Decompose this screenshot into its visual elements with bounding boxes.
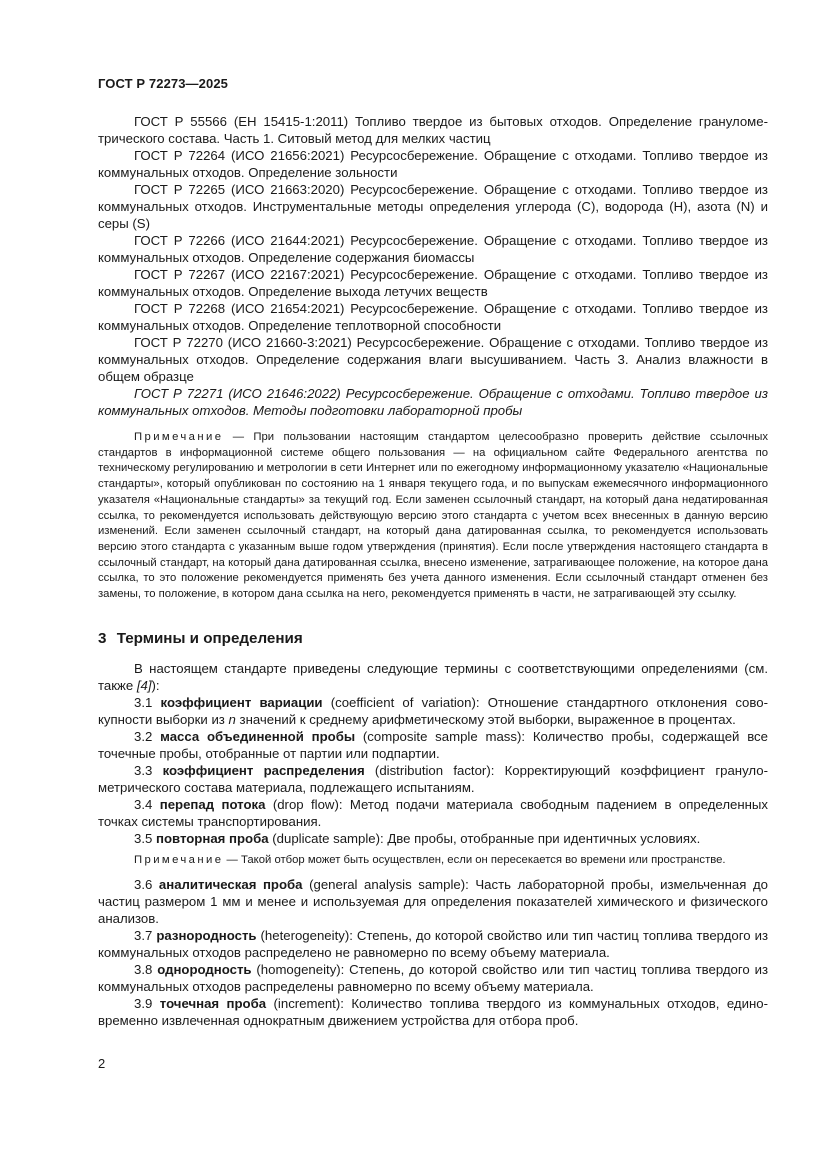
document-id: ГОСТ Р 72273—2025 <box>98 76 228 91</box>
term-note <box>98 853 768 869</box>
reference-item: ГОСТ Р 72266 (ИСО 21644:2021) Ресурсосбережение. Обращение с отходами. Топливо твердое из коммунальных отходов. Определение содержания биомассы <box>98 233 768 265</box>
term-item: 3.2 масса объединенной пробы (composite sample mass): Количество пробы, содержащей все точечные пробы, отобранные от партии или подпартии. <box>98 728 768 761</box>
references-list <box>98 113 768 419</box>
terms-list <box>98 694 768 847</box>
term-item: 3.9 точечная проба (increment): Количество топлива твердого из коммунальных отходов, единовременно извлеченная однократным движением устройства для отбора проб. <box>98 996 768 1029</box>
term-item: 3.7 разнородность (heterogeneity): Степень, до которой свойство или тип частиц топлива твердого из коммунальных отходов распределено не равномерно по всему объему материала. <box>98 928 768 961</box>
term-name: повторная проба <box>156 830 269 846</box>
term-name: масса объединенной пробы <box>160 728 356 744</box>
note-text: — При пользовании настоящим стандартом целесообразно проверить действие ссылочных стандартов в информационной системе общего пользования — на официальном сайте Федерального агентства по техническому регулированию и метрологии в сети Интернет или по ежегодному информационному указателю «Национальные стандарты», который опубликован по состоянию на 1 января текущего года, и по выпускам ежемесячного информационного указателя «Национальные стандарты» за текущий год. Если заменен ссылочный стандарт, на который дана недатированная ссылка, то рекомендуется использовать действующую версию этого стандарта с учетом всех внесенных в данную версию изменений. Если заменен ссылочный стандарт, на который дана датированная ссылка, то рекомендуется использовать версию этого стандарта с указанным выше годом утверждения (принятия). Если после утверждения настоящего стандарта в ссылочный стандарт, на который дана датированная ссылка, внесено изменение, затрагивающее положение, на которое дана ссылка, то это положение рекомендуется применять без учета данного изменения. Если ссылочный стандарт отменен без замены, то положение, в котором дана ссылка на него, рекомендуется применять в части, не затрагивающей эту ссылку. <box>98 431 769 601</box>
term-name: перепад потока <box>159 796 266 812</box>
note-label: Примечание <box>134 431 224 443</box>
note-text: — Такой отбор может быть осуществлен, если он пересекается во времени или пространстве. <box>226 853 726 866</box>
term-name: коэффициент распределения <box>162 762 365 778</box>
term-name: разнородность <box>156 928 257 944</box>
reference-item: ГОСТ Р 72268 (ИСО 21654:2021) Ресурсосбережение. Обращение с отходами. Топливо твердое из коммунальных отходов. Определение теплотворной способности <box>98 301 768 333</box>
term-item: 3.6 аналитическая проба (general analysis sample): Часть лабораторной пробы, измельченная до частиц размером 1 мм и менее и используемая для определения показателей химического и физического анализов. <box>98 877 768 927</box>
page-body <box>98 113 768 1029</box>
term-item: 3.1 коэффициент вариации (coefficient of variation): Отношение стандартного отклонения совокупности выборки из n значений к среднему арифметическому этой выборки, выраженное в процентах. <box>98 694 768 727</box>
term-item: 3.5 повторная проба (duplicate sample): Две пробы, отобранные при идентичных условиях. <box>134 830 701 846</box>
section-heading <box>98 630 768 648</box>
term-name: аналитическая проба <box>158 877 303 893</box>
reference-item: ГОСТ Р 55566 (ЕН 15415-1:2011) Топливо твердое из бытовых отходов. Определение гранулометрического состава. Часть 1. Ситовый метод для мелких частиц <box>98 114 768 146</box>
term-item: 3.3 коэффициент распределения (distribution factor): Корректирующий коэффициент гранулометрического состава материала, подлежащего испытаниям. <box>98 762 768 795</box>
reference-item: ГОСТ Р 72265 (ИСО 21663:2020) Ресурсосбережение. Обращение с отходами. Топливо твердое из коммунальных отходов. Инструментальные методы определения углерода (С), водорода (Н), азота (N) и серы (S) <box>98 182 768 231</box>
term-item: 3.8 однородность (homogeneity): Степень, до которой свойство или тип частиц топлива твердого из коммунальных отходов распределены равномерно по всему объему материала. <box>98 962 768 995</box>
reference-item: ГОСТ Р 72267 (ИСО 22167:2021) Ресурсосбережение. Обращение с отходами. Топливо твердое из коммунальных отходов. Определение выхода летучих веществ <box>98 267 768 299</box>
term-name: однородность <box>157 962 252 978</box>
section-intro: В настоящем стандарте приведены следующие термины с соответствующими определениями (см. также [4]): <box>98 660 768 693</box>
section-number: 3 <box>98 629 107 647</box>
terms-list-2 <box>98 876 768 1029</box>
reference-note <box>98 430 768 603</box>
reference-item: ГОСТ Р 72264 (ИСО 21656:2021) Ресурсосбережение. Обращение с отходами. Топливо твердое из коммунальных отходов. Определение зольности <box>98 148 768 180</box>
term-item: 3.4 перепад потока (drop flow): Метод подачи материала свободным падением в определенных точках системы транспортирования. <box>98 796 768 829</box>
reference-item: ГОСТ Р 72270 (ИСО 21660-3:2021) Ресурсосбережение. Обращение с отходами. Топливо твердое из коммунальных отходов. Определение содержания влаги высушиванием. Часть 3. Анализ влажности в общем образце <box>98 335 768 384</box>
section-title: Термины и определения <box>116 629 303 647</box>
page-number: 2 <box>98 1056 106 1071</box>
note-label: Примечание <box>134 853 224 866</box>
term-name: точечная проба <box>159 996 267 1012</box>
reference-item-italic: ГОСТ Р 72271 (ИСО 21646:2022) Ресурсосбережение. Обращение с отходами. Топливо твердое из коммунальных отходов. Методы подготовки лабораторной пробы <box>98 386 768 418</box>
term-name: коэффициент вариации <box>160 694 323 710</box>
